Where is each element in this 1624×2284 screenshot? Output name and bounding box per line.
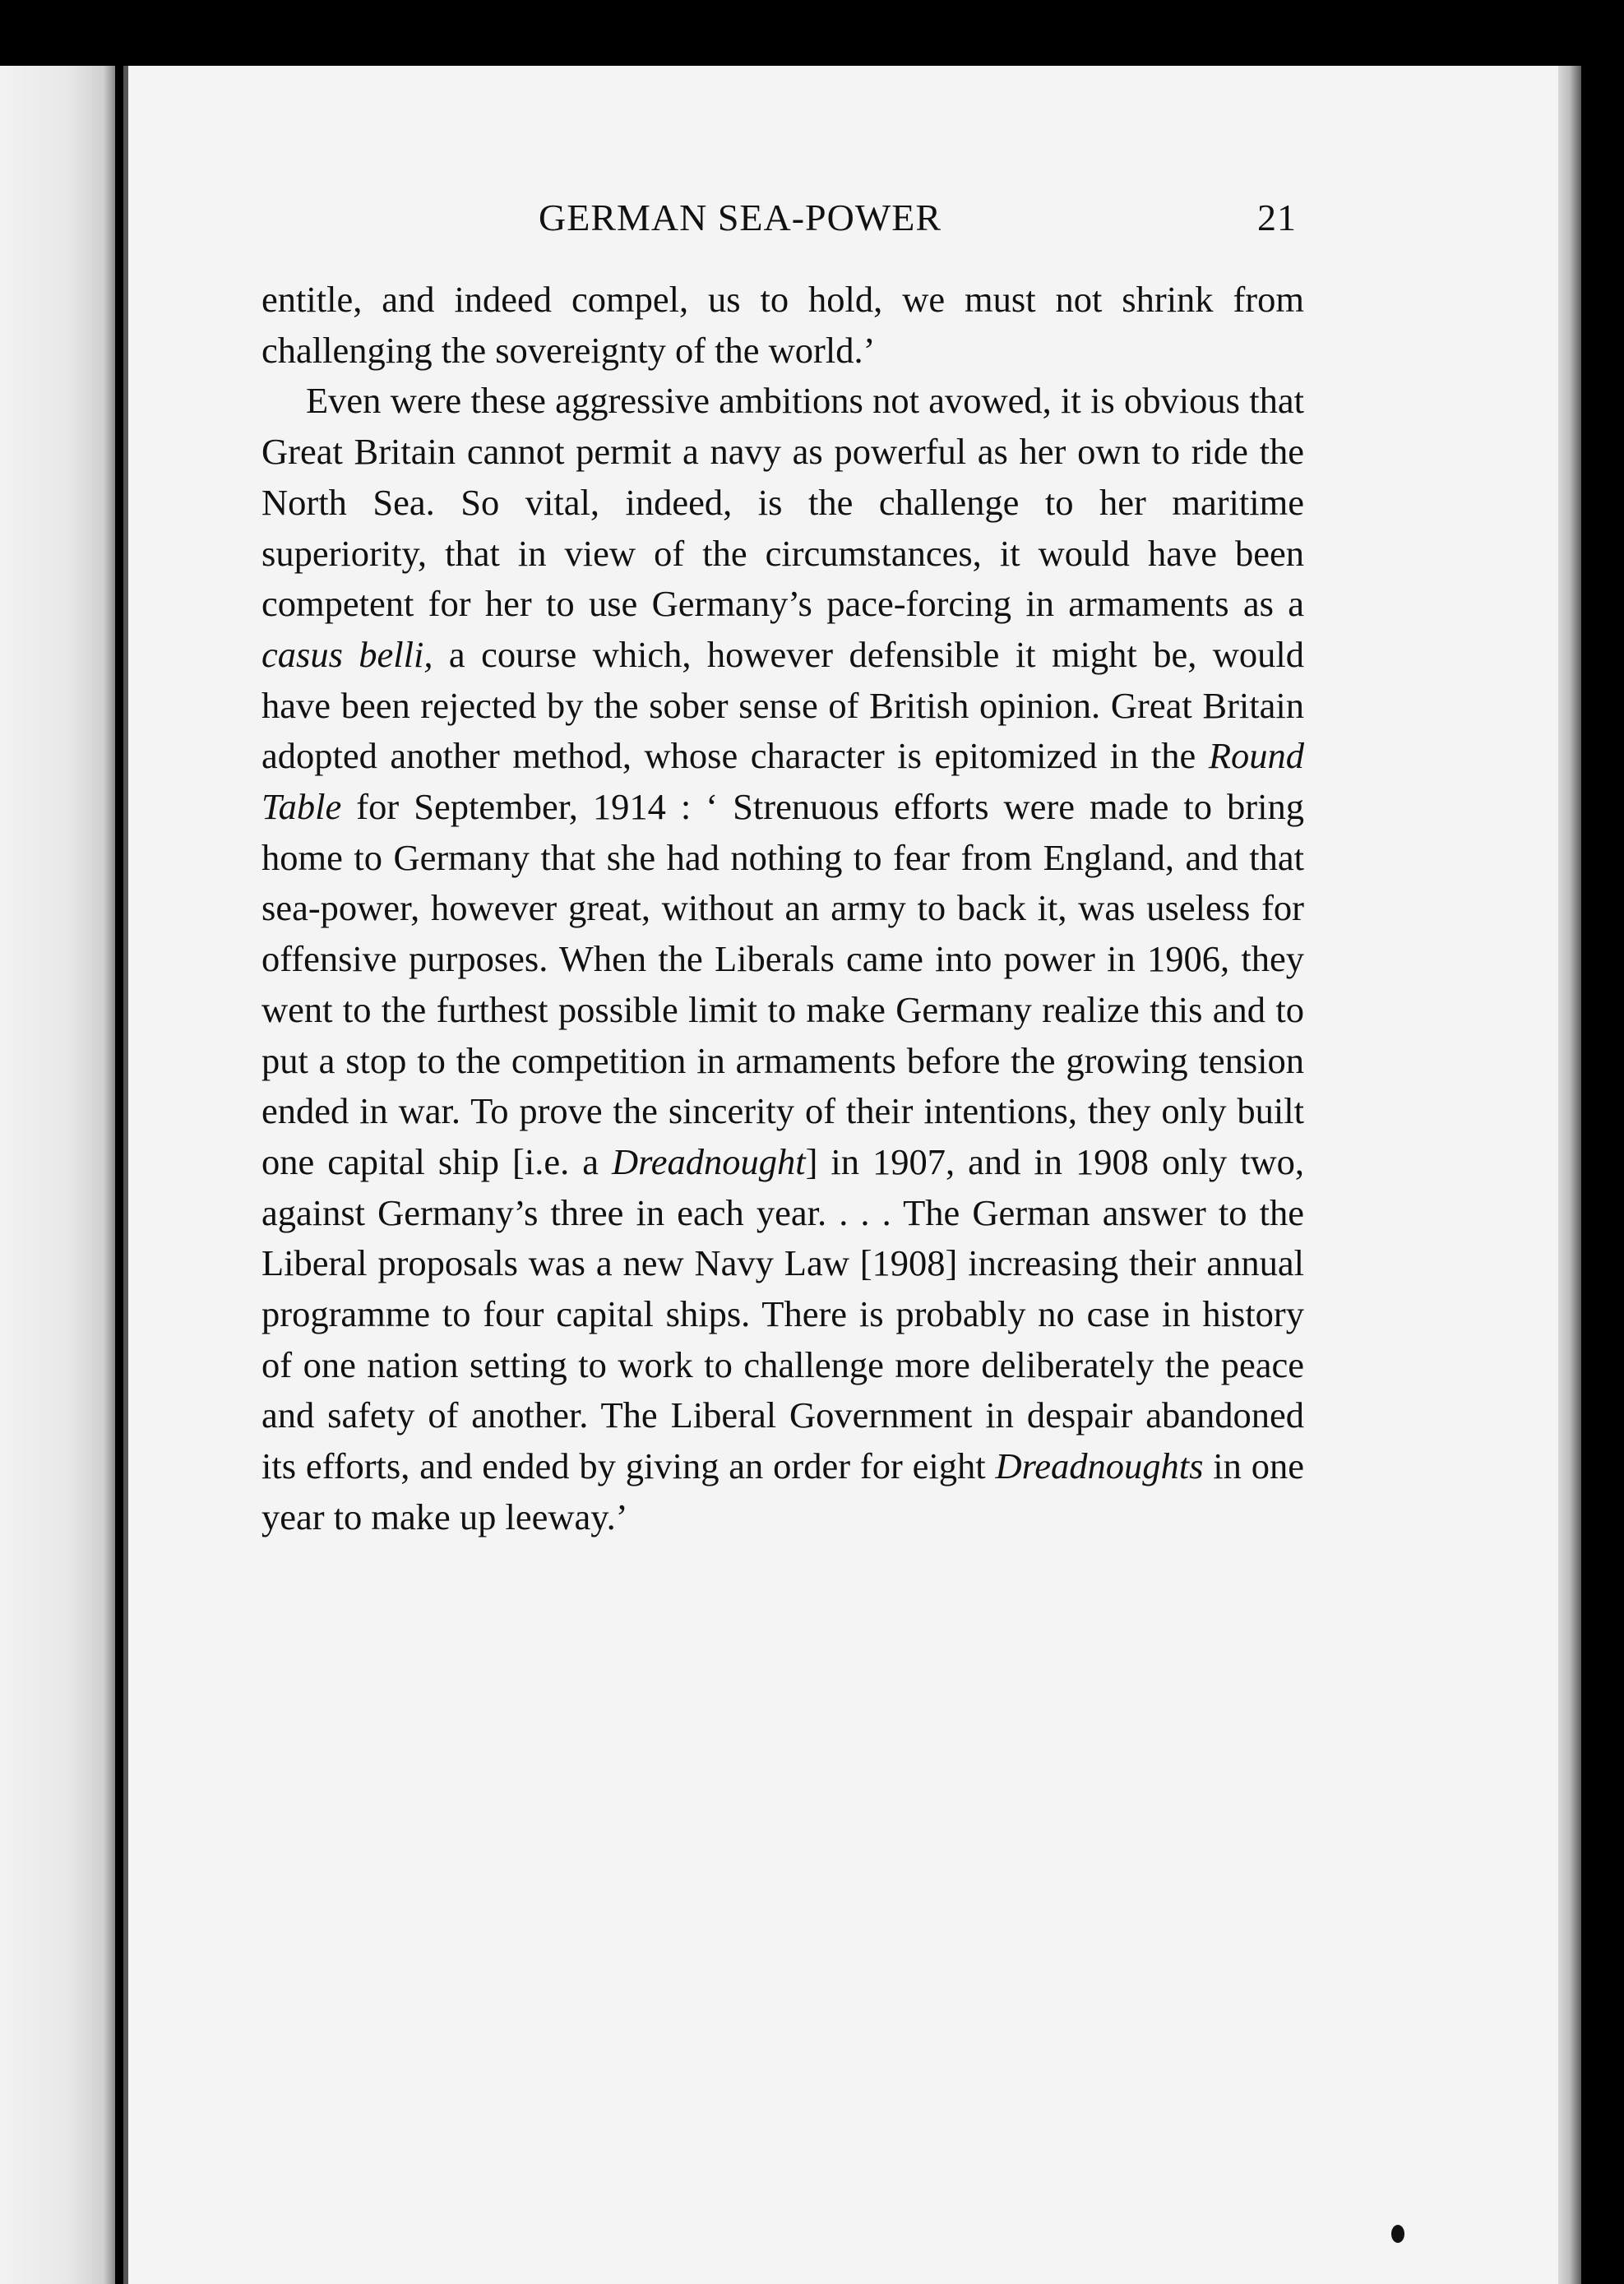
page-right-edge xyxy=(1558,66,1581,2284)
running-header xyxy=(539,196,1303,245)
paragraph-main-part-3: for September, 1914 : ‘ Strenuous efforts were made to bring home to Germany that she had nothing to fear from England, and that sea-power, however great, without an army to back it, was useless for offensive purposes. When the Liberals came into power in 1906, they went to the furthest possible limit to make Germany realize this and to put a stop to the competition in armaments before the growing tension ended in war. To prove the sincerity of their intentions, they only built one capital ship [i.e. a xyxy=(261,786,1304,1182)
italic-dreadnought: Dreadnought xyxy=(611,1140,806,1182)
paragraph-main-part-4: ] in 1907, and in 1908 only two, against Germany’s three in each year. . . . The German answer to the Liberal proposals was a new Navy Law [1908] increasing their annual programme to four capital ships. There is probably no case in history of one nation setting to work to challenge more deliberately the peace and safety of another. The Liberal Government in despair abandoned its efforts, and ended by giving an order for eight xyxy=(261,1140,1304,1487)
paragraph-main xyxy=(261,376,1304,1542)
ink-speck xyxy=(1391,2225,1404,2243)
paragraph-main-part-1: Even were these aggressive ambitions not avowed, it is obvious that Great Britain cannot permit a navy as powerful as her own to ride the North Sea. So vital, indeed, is the challenge to her maritime superiority, that in view of the circumstances, it would have been competent for her to use Germany’s pace-forcing in armaments as a xyxy=(261,380,1304,625)
running-title: GERMAN SEA-POWER xyxy=(539,196,942,238)
paragraph-continued: entitle, and indeed compel, us to hold, we must not shrink from challenging the sovereignty of the world.’ xyxy=(261,279,1304,371)
paragraph-main-part-5: in one year to make up leeway.’ xyxy=(261,1445,1304,1537)
paragraph-main-part-2: a course which, however defensible it might be, would have been rejected by the sober sense of British opinion. Great Britain adopted another method, whose character is epitomized in the xyxy=(261,633,1304,777)
facing-page-edge xyxy=(0,66,115,2284)
body-text xyxy=(261,275,1304,1543)
italic-round-table: Round Table xyxy=(261,735,1304,828)
italic-dreadnoughts: Dreadnoughts xyxy=(995,1445,1204,1487)
italic-casus-belli: casus belli, xyxy=(261,633,433,675)
page-number: 21 xyxy=(1257,196,1297,238)
